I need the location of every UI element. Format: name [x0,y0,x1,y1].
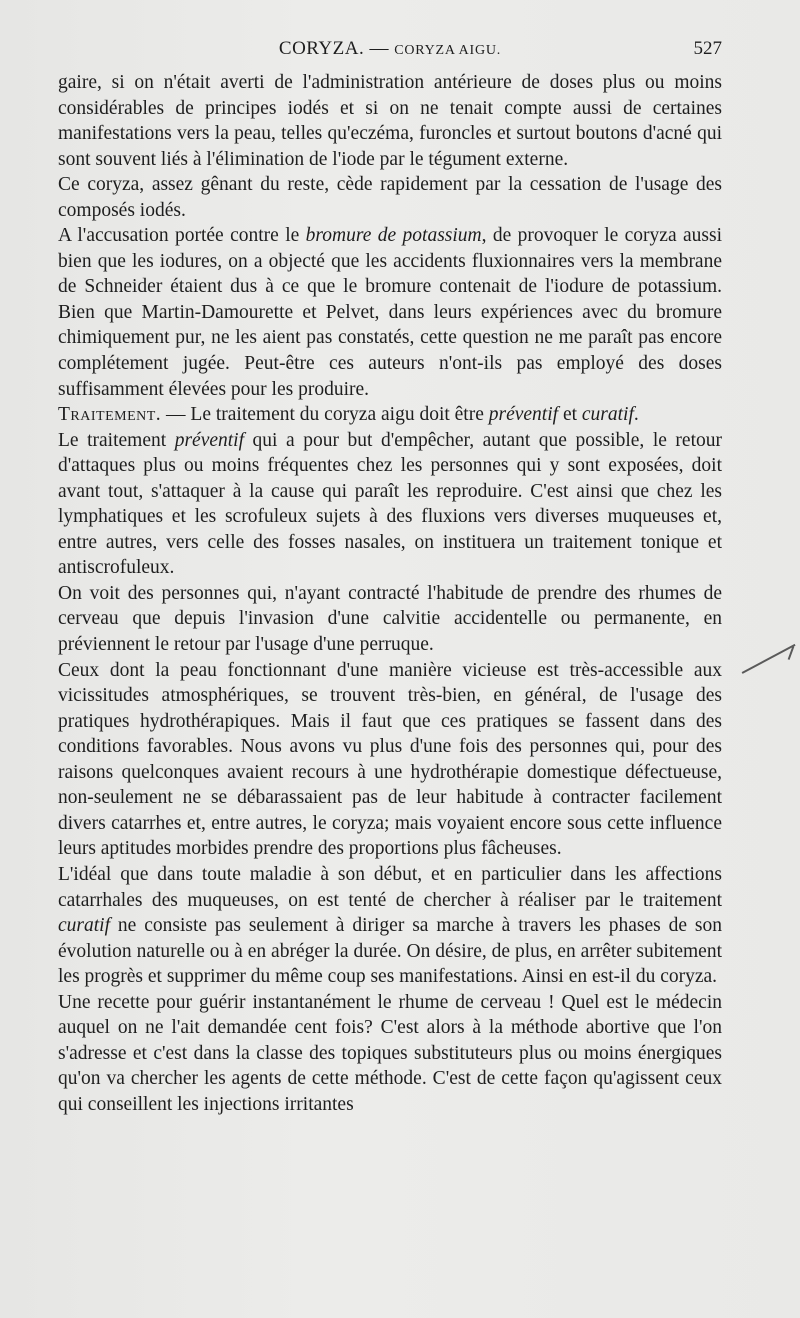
italic-text: curatif [581,404,634,426]
text-run: L'idéal que dans toute maladie à son début, et en particulier dans les affections catarrhales des muqueuses, on est tenté de chercher à réaliser par le traitement [58,863,722,911]
running-head [58,38,722,60]
paragraph [58,658,722,862]
page-number: 527 [693,38,722,59]
text-run: A l'accusation portée contre le [58,225,306,247]
paragraph [58,70,722,172]
italic-text: bromure de potassium [305,225,482,247]
text-run: — Le traitement du coryza aigu doit être [161,404,489,426]
text-run: ne consiste pas seulement à diriger sa marche à travers les phases de son évolution naturelle ou à en abréger la durée. On désire, de plus, en arrêter subitement les progrès et supprimer du même coup ses manifestations. Ainsi en est-il du coryza. [58,915,722,988]
text-run: et [558,404,582,426]
text-run: Le traitement [58,429,175,451]
text-run: qui a pour but d'empêcher, autant que possible, le retour d'attaques plus ou moins fréquentes chez les personnes qui y sont exposées, doit avant tout, s'attaquer à la cause qui paraît les reproduire. C'est ainsi que chez les lymphatiques et les scrofuleux sujets à des fluxions vers diverses muqueuses et, entre autres, vers celle des fosses nasales, on instituera un traitement tonique et antiscrofuleux. [58,429,722,579]
paragraph [58,862,722,990]
italic-text: préventif [488,404,559,426]
section-label: Traitement. [58,404,162,426]
text-run: . [633,404,639,426]
paragraph [58,402,722,428]
text-run: , de provoquer le coryza aussi bien que les iodures, on a objecté que les accidents fluxionnaires vers la membrane de Schneider étaient dus à ce que le bromure contenait de l'iodure de potassium. Bien que Martin-Damourette et Pelvet, dans leurs expériences avec du bromure chimiquement pur, ne les aient pas constatés, cette question ne me paraît pas encore complétement jugée. Peut-être ces auteurs n'ont-ils pas employé des doses suffisamment élevées pour les produire. [58,225,722,400]
running-head-section: CORYZA. [278,38,365,59]
paragraph [58,581,722,658]
text-run: On voit des personnes qui, n'ayant contracté l'habitude de prendre des rhumes de cerveau que depuis l'invasion d'une calvitie accidentelle ou permanente, en préviennent le retour par l'usage d'une perruque. [58,582,722,656]
running-head-subsection: CORYZA AIGU. [394,43,502,58]
page-header [58,36,722,66]
paragraph [58,428,722,581]
paragraph [58,990,722,1118]
text-run: Ce coryza, assez gênant du reste, cède rapidement par la cessation de l'usage des composés iodés. [58,174,722,221]
running-head-dash: — [364,38,395,59]
body-text [58,70,722,1117]
text-run: gaire, si on n'était averti de l'administration antérieure de doses plus ou moins considérables de principes iodés et si on ne tenait compte aussi de certaines manifestations vers la peau, telles qu'eczéma, furoncles et surtout boutons d'acné qui sont souvent liés à l'élimination de l'iode par le tégument externe. [58,72,722,170]
paragraph [58,223,722,402]
text-run: Une recette pour guérir instantanément le rhume de cerveau ! Quel est le médecin auquel on ne l'ait demandée cent fois? C'est alors à la méthode abortive que l'on s'adresse et c'est dans la classe des topiques substituteurs plus ou moins énergiques qu'on va chercher les agents de cette méthode. C'est de cette façon qu'agissent ceux qui conseillent les injections irritantes [58,991,722,1115]
paragraph [58,172,722,223]
italic-text: curatif [58,915,110,937]
italic-text: préventif [174,429,245,451]
text-run: Ceux dont la peau fonctionnant d'une manière vicieuse est très-accessible aux vicissitudes atmosphériques, se trouvent très-bien, en général, de l'usage des pratiques hydrothérapiques. Mais il faut que ces pratiques se fassent dans des conditions favorables. Nous avons vu plus d'une fois des personnes qui, pour des raisons quelconques avaient recours à une hydrothérapie domestique défectueuse, non-seulement ne se débarassaient pas de leur habitude à contracter facilement divers catarrhes et, entre autres, le coryza; mais voyaient encore sous cette influence leurs aptitudes morbides prendre des proportions plus fâcheuses. [58,659,722,860]
